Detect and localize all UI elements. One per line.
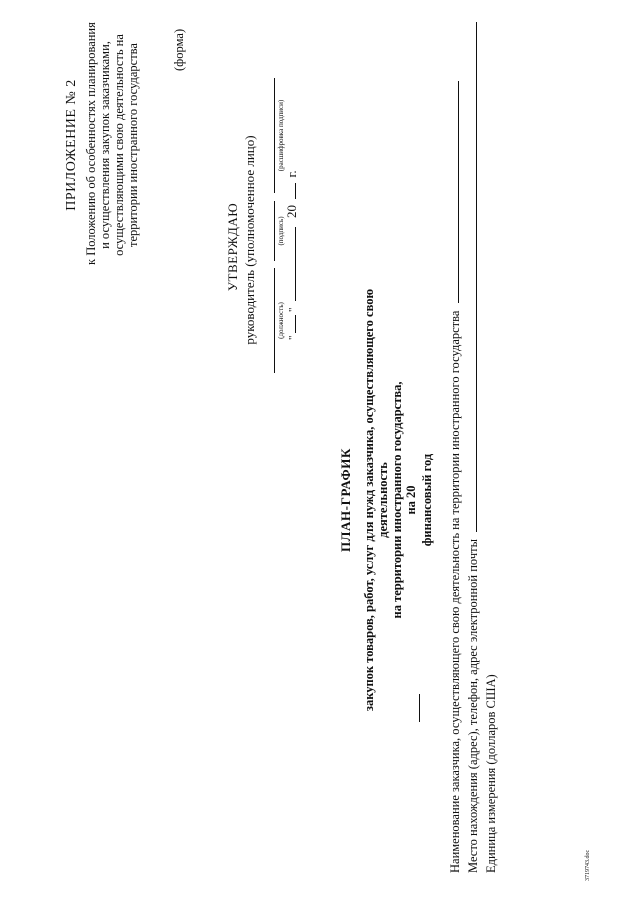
plan-year-suffix: финансовый год	[420, 453, 434, 547]
approval-heading: УТВЕРЖДАЮ	[225, 202, 240, 292]
customer-name-blank[interactable]	[457, 81, 459, 303]
appendix-block	[64, 22, 140, 265]
unit-label: Единица измерения (долларов США)	[484, 674, 498, 873]
approval-who: руководитель (уполномоченное лицо)	[242, 135, 257, 345]
day-blank	[294, 315, 296, 333]
approval-year-blank	[294, 183, 296, 199]
appendix-line-2: и осуществления закупок заказчиками,	[98, 41, 112, 249]
location-blank[interactable]	[475, 22, 477, 532]
footer-doc-ref: 3719743.doc	[585, 849, 591, 881]
position-caption: (должность)	[277, 302, 285, 339]
plan-year-row	[404, 275, 434, 725]
plan-subtitle-line-2: на территории иностранного государства,	[390, 381, 404, 619]
position-line	[274, 268, 275, 373]
appendix-line-1: к Положению об особенностях планирования	[84, 22, 98, 265]
month-blank	[294, 227, 296, 301]
plan-year-prefix: на 20	[404, 485, 418, 515]
signature-decode-line	[274, 78, 275, 193]
plan-subtitle-line-1: закупок товаров, работ, услуг для нужд заказчика, осуществляющего свою деятельность	[362, 288, 390, 712]
plan-title: ПЛАН-ГРАФИК	[338, 447, 353, 553]
plan-subtitle	[362, 275, 434, 725]
signature-caption: (подпись)	[277, 216, 285, 246]
unit-field	[484, 674, 499, 873]
location-label: Место нахождения (адрес), телефон, адрес электронной почты	[466, 538, 480, 873]
quote-open: "	[287, 335, 299, 340]
approval-year-suffix: г.	[284, 170, 299, 178]
signature-decode-caption: (расшифровка подписи)	[277, 99, 285, 172]
appendix-line-4: территории иностранного государства	[126, 43, 140, 247]
appendix-title: ПРИЛОЖЕНИЕ № 2	[64, 79, 79, 211]
approval-year-prefix: 20	[284, 205, 299, 218]
form-label: (форма)	[172, 28, 186, 71]
quote-close: "	[287, 307, 299, 312]
approval-date-row	[284, 170, 300, 340]
appendix-line-3: осуществляющими свою деятельность на	[112, 34, 126, 256]
signature-line	[274, 201, 275, 261]
location-field	[466, 22, 481, 873]
customer-name-label: Наименование заказчика, осуществляющего свою деятельность на территории иностранного государства	[448, 310, 462, 873]
customer-name-field	[448, 81, 463, 873]
